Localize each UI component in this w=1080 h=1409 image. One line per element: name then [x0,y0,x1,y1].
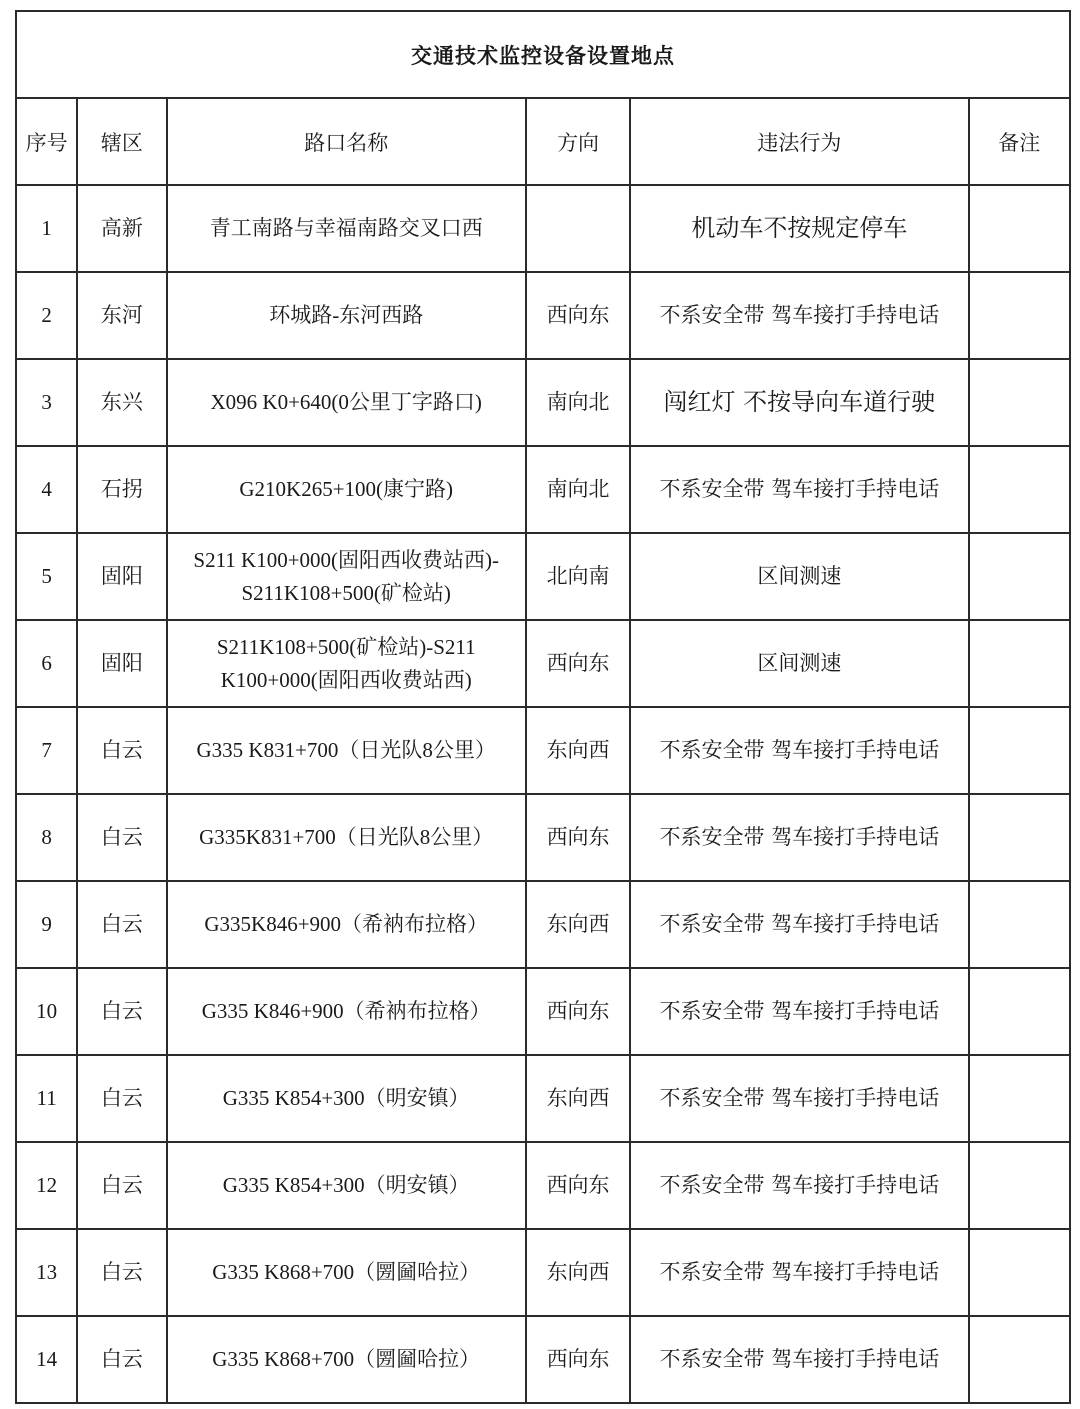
cell-seq: 6 [16,620,77,707]
table-row [16,446,1070,533]
cell-district: 白云 [77,968,166,1055]
table-row [16,1229,1070,1316]
cell-direction: 西向东 [526,620,630,707]
cell-note [969,272,1071,359]
cell-district: 东河 [77,272,166,359]
table-row [16,1055,1070,1142]
cell-road: G335 K868+700（圐圙哈拉） [167,1229,526,1316]
cell-seq: 12 [16,1142,77,1229]
table-title-row [16,11,1070,98]
cell-road: 环城路-东河西路 [167,272,526,359]
cell-district: 白云 [77,707,166,794]
cell-violation: 不系安全带 驾车接打手持电话 [630,446,968,533]
table-row [16,968,1070,1055]
table-row [16,794,1070,881]
cell-road: X096 K0+640(0公里丁字路口) [167,359,526,446]
cell-violation: 不系安全带 驾车接打手持电话 [630,1229,968,1316]
table-header-row [16,98,1070,185]
cell-note [969,185,1071,272]
cell-violation: 不系安全带 驾车接打手持电话 [630,1055,968,1142]
cell-direction: 西向东 [526,272,630,359]
cell-direction: 东向西 [526,1229,630,1316]
cell-road: G335 K868+700（圐圙哈拉） [167,1316,526,1403]
cell-seq: 11 [16,1055,77,1142]
cell-district: 白云 [77,1142,166,1229]
header-district: 辖区 [77,98,166,185]
cell-violation: 不系安全带 驾车接打手持电话 [630,1316,968,1403]
cell-seq: 1 [16,185,77,272]
cell-direction: 北向南 [526,533,630,620]
header-seq: 序号 [16,98,77,185]
cell-note [969,533,1071,620]
cell-seq: 8 [16,794,77,881]
cell-note [969,1142,1071,1229]
cell-seq: 9 [16,881,77,968]
cell-road: G335 K854+300（明安镇） [167,1055,526,1142]
cell-direction: 西向东 [526,794,630,881]
cell-seq: 5 [16,533,77,620]
cell-note [969,620,1071,707]
cell-seq: 7 [16,707,77,794]
cell-road-line-1: S211K108+500(矿检站)-S211 [216,634,476,659]
cell-road-line-1: S211 K100+000(固阳西收费站西)- [193,547,500,572]
cell-violation: 区间测速 [630,620,968,707]
cell-note [969,446,1071,533]
cell-violation: 不系安全带 驾车接打手持电话 [630,1142,968,1229]
header-direction: 方向 [526,98,630,185]
monitoring-locations-table [15,10,1071,1404]
cell-violation: 不系安全带 驾车接打手持电话 [630,707,968,794]
cell-note [969,1055,1071,1142]
cell-direction: 东向西 [526,707,630,794]
cell-district: 固阳 [77,533,166,620]
table-row [16,881,1070,968]
cell-district: 高新 [77,185,166,272]
cell-district: 东兴 [77,359,166,446]
cell-direction: 东向西 [526,881,630,968]
cell-district: 石拐 [77,446,166,533]
table-row [16,185,1070,272]
cell-district: 固阳 [77,620,166,707]
cell-district: 白云 [77,1316,166,1403]
cell-violation: 不系安全带 驾车接打手持电话 [630,968,968,1055]
cell-seq: 2 [16,272,77,359]
cell-direction: 西向东 [526,968,630,1055]
cell-district: 白云 [77,794,166,881]
table-row [16,272,1070,359]
cell-direction: 西向东 [526,1316,630,1403]
cell-road: G335K831+700（日光队8公里） [167,794,526,881]
cell-note [969,881,1071,968]
cell-violation: 机动车不按规定停车 [630,185,968,272]
cell-seq: 14 [16,1316,77,1403]
table-row [16,707,1070,794]
cell-district: 白云 [77,1055,166,1142]
cell-violation: 闯红灯 不按导向车道行驶 [630,359,968,446]
cell-violation: 不系安全带 驾车接打手持电话 [630,272,968,359]
cell-road: G210K265+100(康宁路) [167,446,526,533]
table-row [16,1142,1070,1229]
cell-note [969,1229,1071,1316]
cell-road [167,620,526,707]
header-note: 备注 [969,98,1071,185]
table-row [16,359,1070,446]
cell-violation: 区间测速 [630,533,968,620]
cell-note [969,968,1071,1055]
cell-violation: 不系安全带 驾车接打手持电话 [630,881,968,968]
cell-direction [526,185,630,272]
cell-direction: 南向北 [526,359,630,446]
cell-direction: 南向北 [526,446,630,533]
header-violation: 违法行为 [630,98,968,185]
cell-direction: 东向西 [526,1055,630,1142]
table-row [16,1316,1070,1403]
table-title: 交通技术监控设备设置地点 [16,11,1070,98]
cell-road-line-2: S211K108+500(矿检站) [241,580,451,605]
table-row [16,620,1070,707]
cell-note [969,1316,1071,1403]
header-road: 路口名称 [167,98,526,185]
cell-road: 青工南路与幸福南路交叉口西 [167,185,526,272]
cell-road-line-2: K100+000(固阳西收费站西) [220,667,472,692]
cell-district: 白云 [77,1229,166,1316]
cell-seq: 3 [16,359,77,446]
cell-violation: 不系安全带 驾车接打手持电话 [630,794,968,881]
cell-note [969,794,1071,881]
cell-road: G335 K846+900（希衲布拉格） [167,968,526,1055]
cell-road: G335 K854+300（明安镇） [167,1142,526,1229]
cell-road: G335 K831+700（日光队8公里） [167,707,526,794]
cell-road [167,533,526,620]
cell-seq: 10 [16,968,77,1055]
cell-road: G335K846+900（希衲布拉格） [167,881,526,968]
cell-district: 白云 [77,881,166,968]
cell-note [969,359,1071,446]
cell-seq: 4 [16,446,77,533]
table-row [16,533,1070,620]
cell-seq: 13 [16,1229,77,1316]
cell-note [969,707,1071,794]
cell-direction: 西向东 [526,1142,630,1229]
